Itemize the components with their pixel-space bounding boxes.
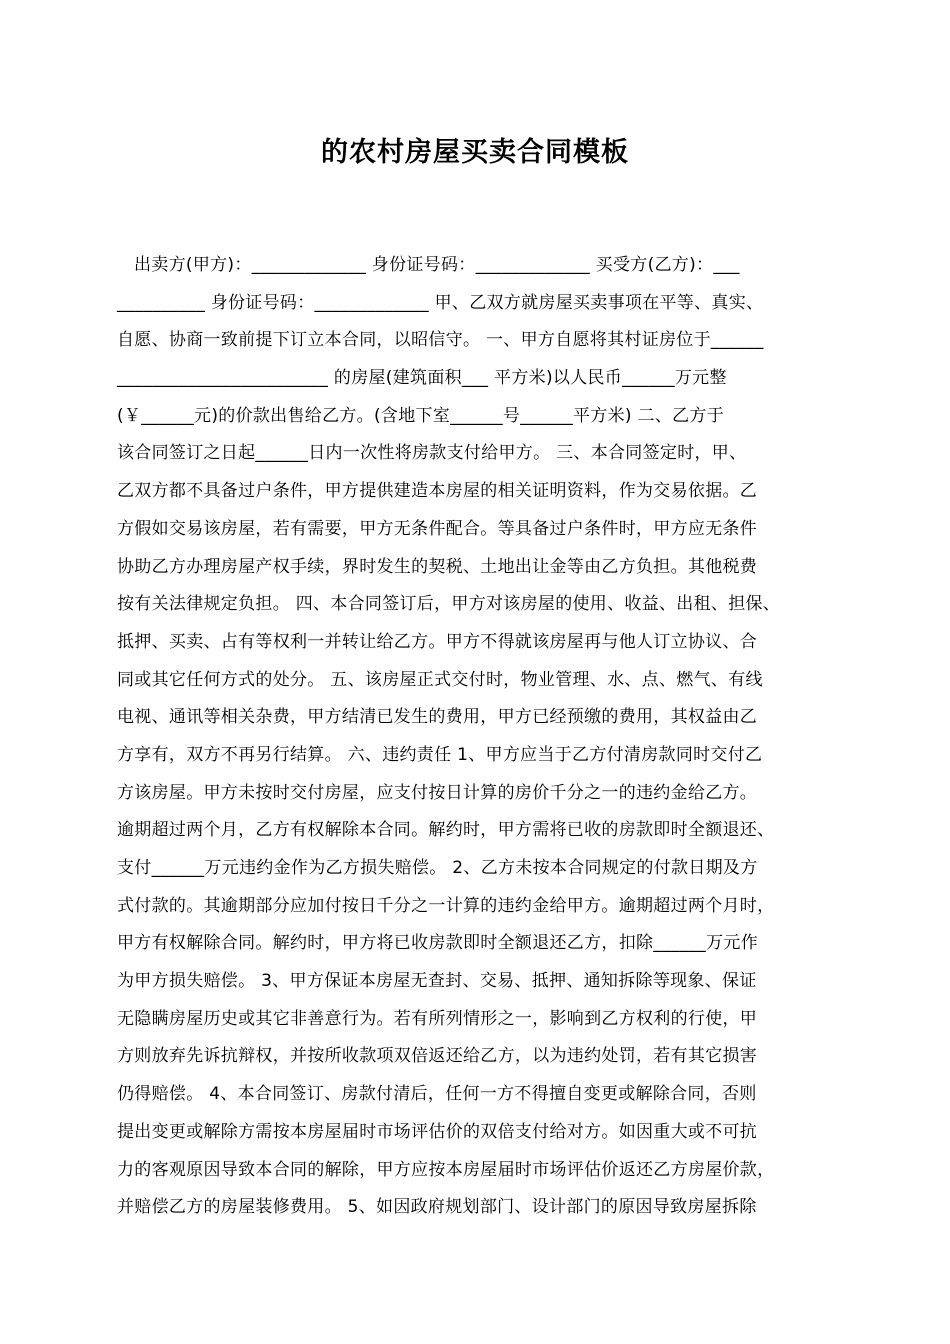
body-line: (￥______元)的价款出售给乙方。(含地下室______号______平方米) 二、乙方于	[117, 405, 725, 426]
body-line: 方享有，双方不再另行结算。 六、违约责任 1、甲方应当于乙方付清房款同时交付乙	[117, 744, 763, 765]
body-line: 方则放弃先诉抗辩权，并按所收款项双倍返还给乙方，以为违约处罚，若有其它损害	[117, 1046, 758, 1067]
body-line: ________________________ 的房屋(建筑面积___ 平方米)以人民币______万元整	[117, 368, 727, 389]
body-line: 并赔偿乙方的房屋装修费用。 5、如因政府规划部门、设计部门的原因导致房屋拆除	[117, 1197, 757, 1218]
body-line: 协助乙方办理房屋产权手续，界时发生的契税、土地出让金等由乙方负担。其他税费	[117, 556, 758, 577]
body-line: 力的客观原因导致本合同的解除，甲方应按本房屋届时市场评估价返还乙方房屋价款，	[117, 1159, 775, 1180]
body-line: 电视、通讯等相关杂费，甲方结清已发生的费用，甲方已经预缴的费用，其权益由乙	[117, 707, 758, 728]
body-line: 仍得赔偿。 4、本合同签订、房款付清后，任何一方不得擅自变更或解除合同，否则	[117, 1084, 757, 1105]
body-line: 抵押、买卖、占有等权利一并转让给乙方。甲方不得就该房屋再与他人订立协议、合	[117, 631, 758, 652]
body-line: 按有关法律规定负担。 四、本合同签订后，甲方对该房屋的使用、收益、出租、担保、	[117, 594, 781, 615]
document-title: 的农村房屋买卖合同模板	[321, 137, 629, 168]
body-line: 为甲方损失赔偿。 3、甲方保证本房屋无查封、交易、抵押、通知拆除等现象、保证	[117, 971, 757, 992]
body-line: 方假如交易该房屋，若有需要，甲方无条件配合。等具备过户条件时，甲方应无条件	[117, 518, 758, 539]
body-line: 自愿、协商一致前提下订立本合同，以昭信守。 一、甲方自愿将其村证房位于______	[117, 330, 764, 351]
body-line: 式付款的。其逾期部分应加付按日千分之一计算的违约金给甲方。逾期超过两个月时，	[117, 895, 775, 916]
body-line: 出卖方(甲方)：_____________ 身份证号码：_____________ 买受方(乙方)：___	[134, 255, 740, 275]
body-line: 同或其它任何方式的处分。 五、该房屋正式交付时，物业管理、水、点、燃气、有线	[117, 669, 763, 690]
body-line: 逾期超过两个月，乙方有权解除本合同。解约时，甲方需将已收的房款即时全额退还、	[117, 820, 775, 841]
body-line: 方该房屋。甲方未按时交付房屋，应支付按日计算的房价千分之一的违约金给乙方。	[117, 782, 758, 803]
contract-body	[117, 247, 837, 1227]
body-line: 甲方有权解除合同。解约时，甲方将已收房款即时全额退还乙方，扣除______万元作	[117, 933, 758, 954]
body-line: 该合同签订之日起______日内一次性将房款支付给甲方。 三、本合同签定时，甲、	[117, 443, 747, 464]
body-line: 支付______万元违约金作为乙方损失赔偿。 2、乙方未按本合同规定的付款日期及方	[117, 858, 758, 878]
body-line: 乙双方都不具备过户条件，甲方提供建造本房屋的相关证明资料，作为交易依据。乙	[117, 481, 758, 502]
body-line: 无隐瞒房屋历史或其它非善意行为。若有所列情形之一，影响到乙方权利的行使，甲	[117, 1008, 758, 1029]
body-line: __________ 身份证号码：_____________ 甲、乙双方就房屋买卖事项在平等、真实、	[117, 292, 764, 313]
body-line: 提出变更或解除方需按本房屋届时市场评估价的双倍支付给对方。如因重大或不可抗	[117, 1121, 758, 1142]
